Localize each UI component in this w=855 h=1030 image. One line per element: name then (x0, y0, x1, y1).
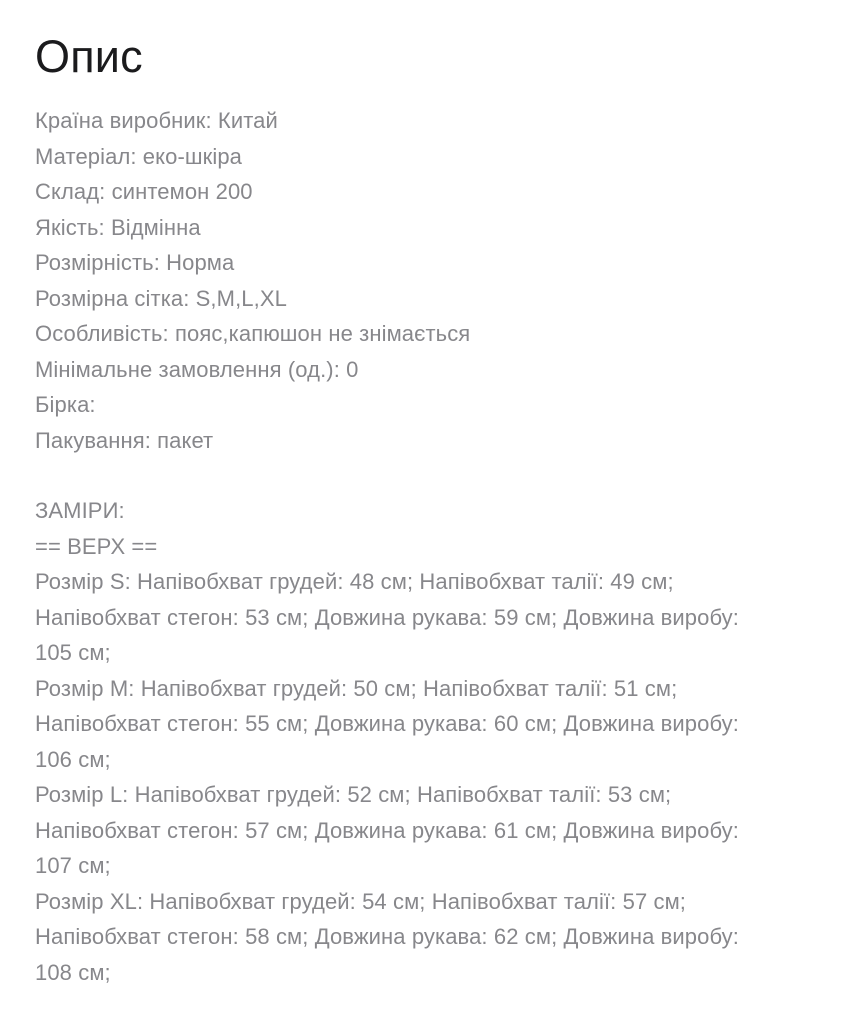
info-line-material: Матеріал: еко-шкіра (35, 143, 243, 169)
measurement-line: Напівобхват стегон: 58 см; Довжина рукава: 62 см; Довжина виробу: (35, 924, 739, 950)
measurement-line: Розмір L: Напівобхват грудей: 52 см; Напівобхват талії: 53 см; (35, 782, 672, 808)
measurement-entry-m (35, 671, 827, 778)
info-line-feature: Особливість: пояс,капюшон не знімається (35, 321, 471, 347)
measurements-section (35, 493, 827, 990)
info-line-country: Країна виробник: Китай (35, 108, 278, 134)
page-title: Опис (35, 31, 143, 82)
measurement-line: Напівобхват стегон: 57 см; Довжина рукава: 61 см; Довжина виробу: (35, 817, 739, 843)
info-line-quality: Якість: Відмінна (35, 214, 201, 240)
info-line-size-grid: Розмірна сітка: S,M,L,XL (35, 285, 287, 311)
measurement-line: 108 см; (35, 959, 111, 985)
measurement-entry-s (35, 564, 827, 671)
product-info-list (35, 103, 827, 458)
product-description-page (0, 30, 855, 1030)
info-line-tag: Бірка: (35, 392, 96, 418)
measurement-line: 107 см; (35, 853, 111, 879)
measurement-line: Розмір M: Напівобхват грудей: 50 см; Напівобхват талії: 51 см; (35, 675, 678, 701)
measurement-line: Напівобхват стегон: 53 см; Довжина рукава: 59 см; Довжина виробу: (35, 604, 739, 630)
measurement-line: 106 см; (35, 746, 111, 772)
info-line-composition: Склад: синтемон 200 (35, 179, 253, 205)
measurements-subheading: == ВЕРХ == (35, 533, 158, 559)
info-line-packaging: Пакування: пакет (35, 427, 214, 453)
measurements-heading: ЗАМІРИ: (35, 498, 125, 524)
info-line-sizing: Розмірність: Норма (35, 250, 235, 276)
info-line-min-order: Мінімальне замовлення (од.): 0 (35, 356, 359, 382)
measurement-line: Розмір XL: Напівобхват грудей: 54 см; Напівобхват талії: 57 см; (35, 888, 687, 914)
measurement-entry-xl (35, 884, 827, 991)
measurement-entry-l (35, 777, 827, 884)
measurement-line: 105 см; (35, 640, 111, 666)
measurement-line: Розмір S: Напівобхват грудей: 48 см; Напівобхват талії: 49 см; (35, 569, 674, 595)
measurement-line: Напівобхват стегон: 55 см; Довжина рукава: 60 см; Довжина виробу: (35, 711, 739, 737)
